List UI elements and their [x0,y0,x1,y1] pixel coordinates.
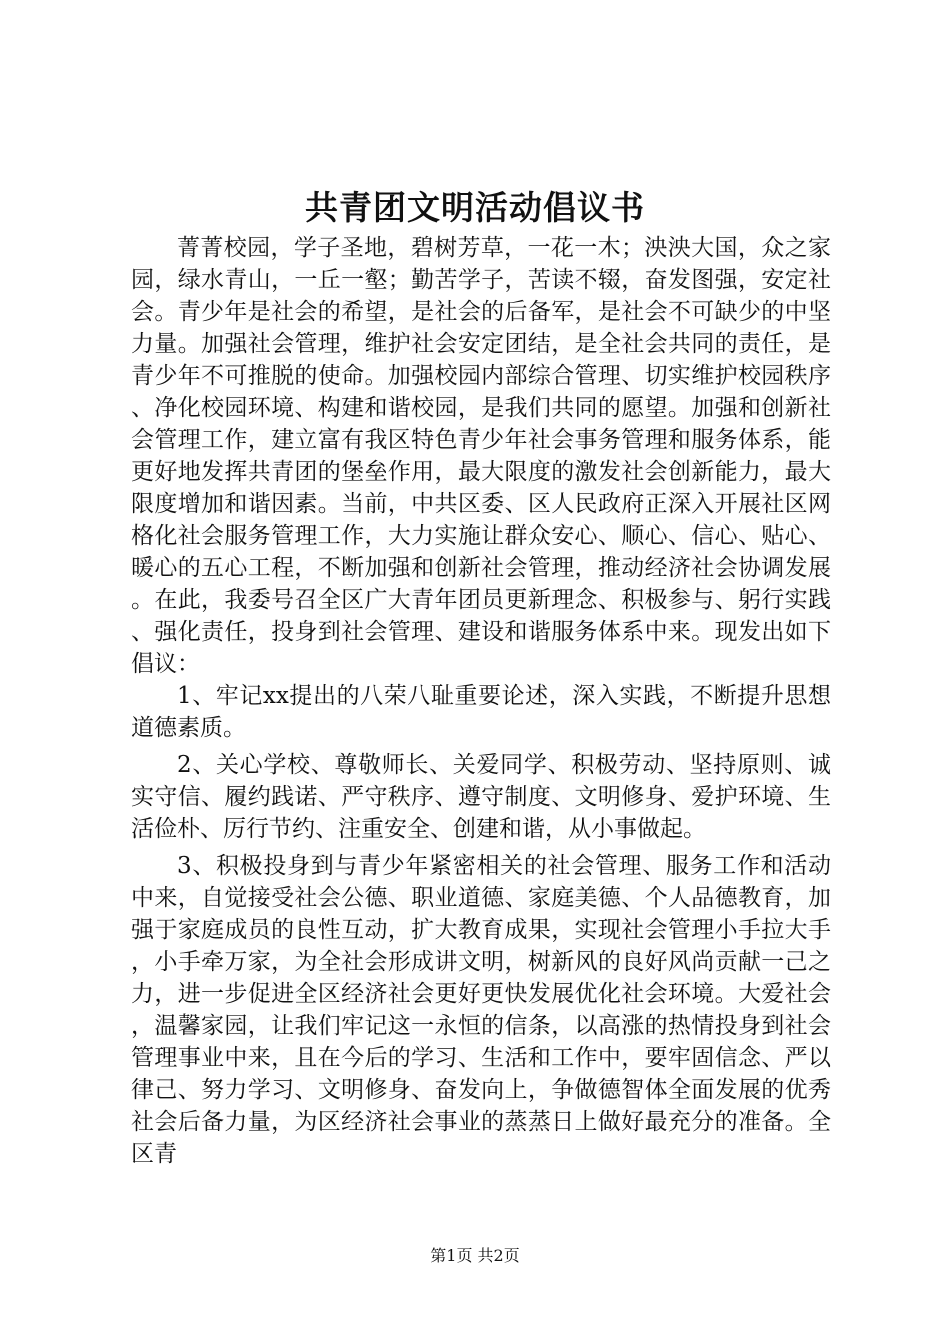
proposal-item-3: 3、积极投身到与青少年紧密相关的社会管理、服务工作和活动中来，自觉接受社会公德、职业道德、家庭美德、个人品德教育，加强于家庭成员的良性互动，扩大教育成果，实现社会管理小手拉大手，小手牵万家，为全社会形成讲文明，树新风的良好风尚贡献一己之力，进一步促进全区经济社会更好更快发展优化社会环境。大爱社会，温馨家园，让我们牢记这一永恒的信条，以高涨的热情投身到社会管理事业中来，且在今后的学习、生活和工作中，要牢固信念、严以律己、努力学习、文明修身、奋发向上，争做德智体全面发展的优秀社会后备力量，为区经济社会事业的蒸蒸日上做好最充分的准备。全区青 [131,853,831,1167]
document-body [131,232,831,1170]
document-title: 共青团文明活动倡议书 [305,188,645,227]
proposal-item-1: 1、牢记xx提出的八荣八耻重要论述，深入实践，不断提升思想道德素质。 [131,683,831,741]
intro-paragraph: 菁菁校园，学子圣地，碧树芳草，一花一木；泱泱大国，众之家园，绿水青山，一丘一壑；勤苦学子，苦读不辍，奋发图强，安定社会。青少年是社会的希望，是社会的后备军，是社会不可缺少的中坚力量。加强社会管理，维护社会安定团结，是全社会共同的责任，是青少年不可推脱的使命。加强校园内部综合管理、切实维护校园秩序、净化校园环境、构建和谐校园，是我们共同的愿望。加强和创新社会管理工作，建立富有我区特色青少年社会事务管理和服务体系，能更好地发挥共青团的堡垒作用，最大限度的激发社会创新能力，最大限度增加和谐因素。当前，中共区委、区人民政府正深入开展社区网格化社会服务管理工作，大力实施让群众安心、顺心、信心、贴心、暖心的五心工程，不断加强和创新社会管理，推动经济社会协调发展。在此，我委号召全区广大青年团员更新理念、积极参与、躬行实践、强化责任，投身到社会管理、建设和谐服务体系中来。现发出如下倡议： [131,235,831,677]
page-number-footer: 第1页 共2页 [430,1246,520,1265]
proposal-item-2: 2、关心学校、尊敬师长、关爱同学、积极劳动、坚持原则、诚实守信、履约践诺、严守秩序、遵守制度、文明修身、爱护环境、生活俭朴、厉行节约、注重安全、创建和谐，从小事做起。 [131,752,831,842]
